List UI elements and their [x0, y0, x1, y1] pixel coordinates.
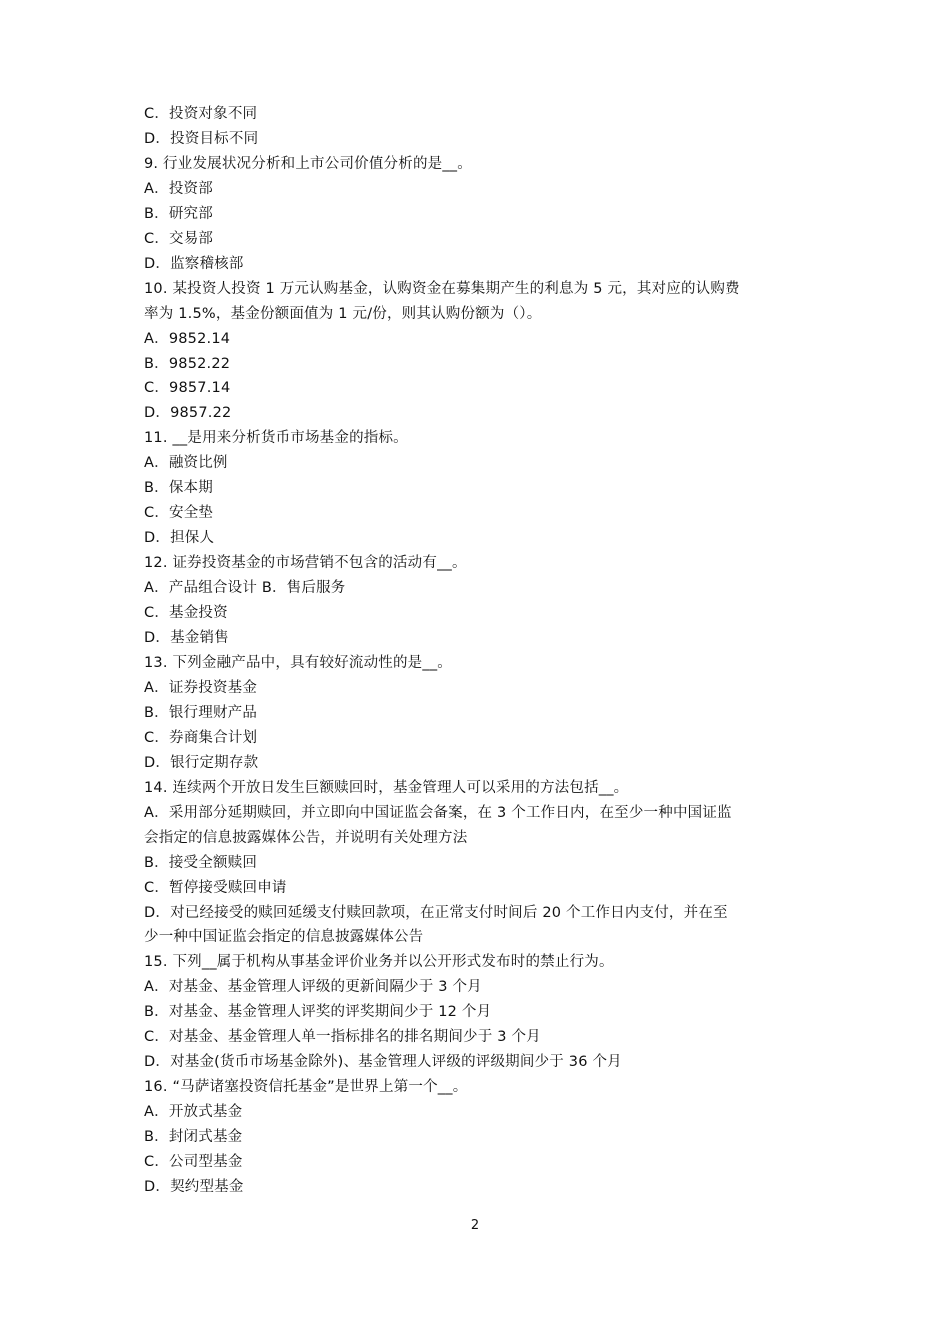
option-line: A．对基金、基金管理人评级的更新间隔少于 3 个月	[144, 979, 482, 996]
page-content	[144, 102, 814, 1200]
option-line: D．基金销售	[144, 630, 229, 647]
option-line: D．契约型基金	[144, 1178, 244, 1195]
option-line: A．产品组合设计 B．售后服务	[144, 580, 346, 597]
option-line: C．基金投资	[144, 605, 228, 622]
option-line: D．对基金(货币市场基金除外)、基金管理人评级的评级期间少于 36 个月	[144, 1054, 622, 1071]
option-line: D．监察稽核部	[144, 255, 244, 272]
question-line: 12. 证券投资基金的市场营销不包含的活动有__。	[144, 555, 467, 572]
option-line: D．9857.22	[144, 405, 232, 422]
option-line: C．安全垫	[144, 505, 214, 522]
question-line: 9. 行业发展状况分析和上市公司价值分析的是__。	[144, 155, 472, 172]
question-line: 14. 连续两个开放日发生巨额赎回时，基金管理人可以采用的方法包括__。	[144, 779, 629, 796]
option-line: C．9857.14	[144, 380, 231, 397]
option-line: A．投资部	[144, 180, 213, 197]
option-line: B．9852.22	[144, 355, 231, 372]
option-line: A．采用部分延期赎回，并立即向中国证监会备案，在 3 个工作日内，在至少一种中国证监	[144, 804, 732, 821]
option-line: C．券商集合计划	[144, 729, 258, 746]
option-line: D．银行定期存款	[144, 754, 259, 771]
question-line: 11. __是用来分析货币市场基金的指标。	[144, 430, 408, 447]
option-line: 会指定的信息披露媒体公告，并说明有关处理方法	[144, 829, 468, 846]
question-line: 率为 1.5%，基金份额面值为 1 元/份，则其认购份额为（）。	[144, 305, 542, 322]
option-line: C．暂停接受赎回申请	[144, 879, 287, 896]
option-line: D．担保人	[144, 530, 215, 547]
option-line: C．对基金、基金管理人单一指标排名的排名期间少于 3 个月	[144, 1029, 541, 1046]
option-line: A．9852.14	[144, 330, 231, 347]
question-line: 16. “马萨诸塞投资信托基金”是世界上第一个__。	[144, 1079, 468, 1096]
option-line: B．银行理财产品	[144, 704, 258, 721]
option-line: D．对已经接受的赎回延缓支付赎回款项，在正常支付时间后 20 个工作日内支付，并在至	[144, 904, 728, 921]
question-line: 13. 下列金融产品中，具有较好流动性的是__。	[144, 654, 452, 671]
option-line: C．投资对象不同	[144, 106, 258, 122]
question-line: 10. 某投资人投资 1 万元认购基金，认购资金在募集期产生的利息为 5 元，其对应的认购费	[144, 280, 740, 297]
option-line: A．融资比例	[144, 455, 228, 472]
option-line: A．证券投资基金	[144, 679, 258, 696]
option-line: B．封闭式基金	[144, 1129, 243, 1146]
option-line: B．接受全额赎回	[144, 854, 258, 871]
page-number: 2	[470, 1218, 480, 1233]
option-line: B．保本期	[144, 480, 213, 497]
option-line: C．公司型基金	[144, 1154, 243, 1171]
option-line: B．研究部	[144, 205, 213, 222]
option-line: 少一种中国证监会指定的信息披露媒体公告	[144, 929, 424, 946]
option-line: A．开放式基金	[144, 1104, 243, 1121]
question-line: 15. 下列__属于机构从事基金评价业务并以公开形式发布时的禁止行为。	[144, 954, 614, 971]
option-line: D．投资目标不同	[144, 130, 259, 147]
option-line: B．对基金、基金管理人评奖的评奖期间少于 12 个月	[144, 1004, 492, 1021]
option-line: C．交易部	[144, 230, 214, 247]
